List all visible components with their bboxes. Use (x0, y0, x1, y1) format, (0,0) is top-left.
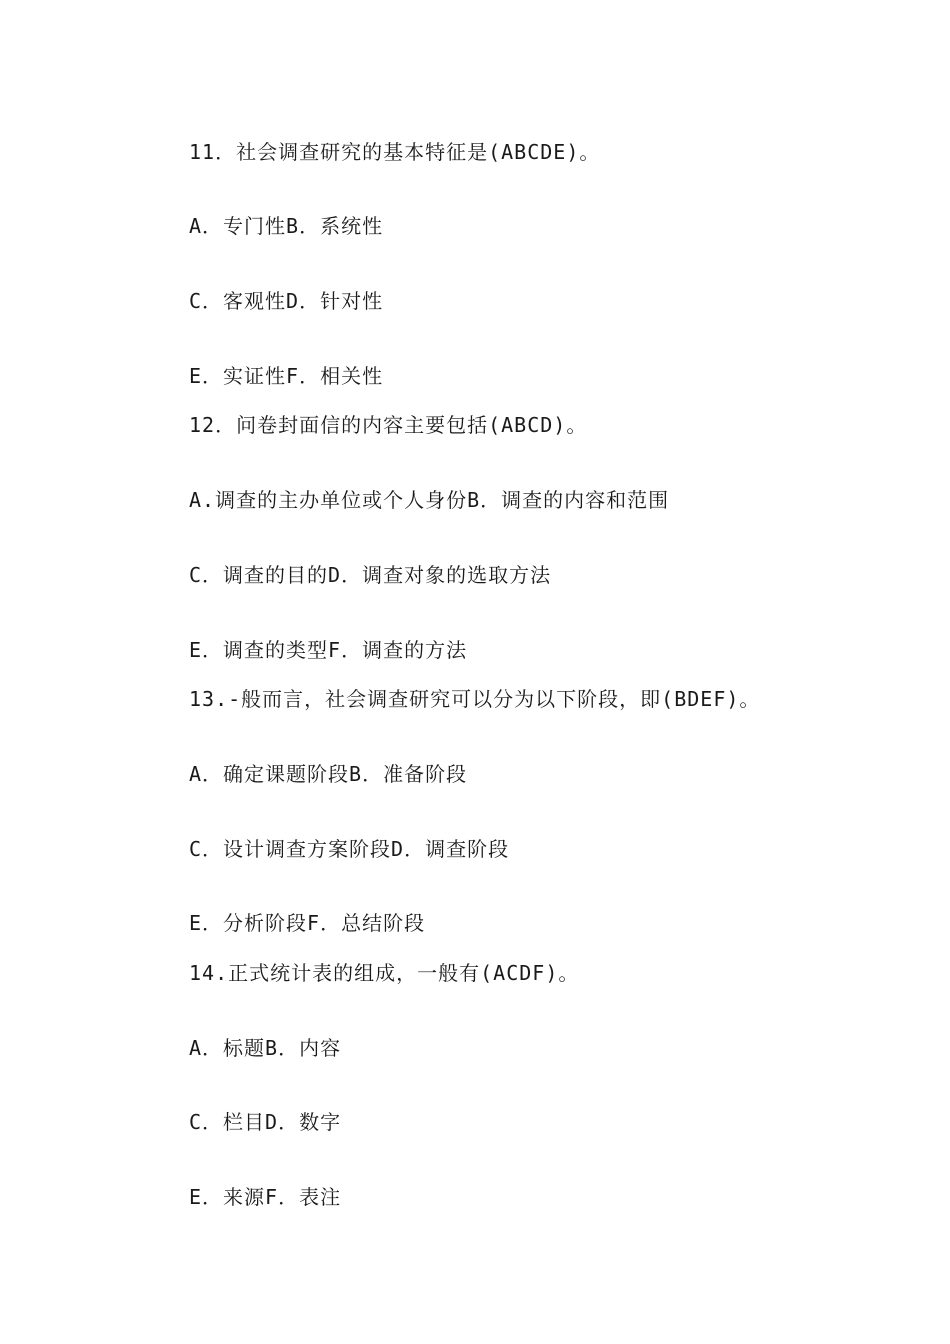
option-line: C．客观性D．针对性 (189, 289, 384, 313)
option-line: A．标题B．内容 (189, 1036, 342, 1060)
option-line: E．实证性F．相关性 (189, 364, 384, 388)
option-line: C．设计调查方案阶段D．调查阶段 (189, 837, 510, 861)
option-line: C．调查的目的D．调查对象的选取方法 (189, 563, 552, 587)
option-line: A．专门性B．系统性 (189, 214, 384, 238)
question-stem: 13.-般而言，社会调查研究可以分为以下阶段，即(BDEF)。 (189, 687, 761, 711)
option-line: E．分析阶段F．总结阶段 (189, 911, 426, 935)
question-stem: 11．社会调查研究的基本特征是(ABCDE)。 (189, 140, 601, 164)
option-line: E．来源F．表注 (189, 1185, 342, 1209)
question-stem: 12．问卷封面信的内容主要包括(ABCD)。 (189, 413, 588, 437)
option-line: E．调查的类型F．调查的方法 (189, 638, 468, 662)
option-line: C．栏目D．数字 (189, 1110, 342, 1134)
option-line: A.调查的主办单位或个人身份B．调查的内容和范围 (189, 488, 670, 512)
question-stem: 14.正式统计表的组成，一般有(ACDF)。 (189, 961, 580, 985)
option-line: A．确定课题阶段B．准备阶段 (189, 762, 468, 786)
